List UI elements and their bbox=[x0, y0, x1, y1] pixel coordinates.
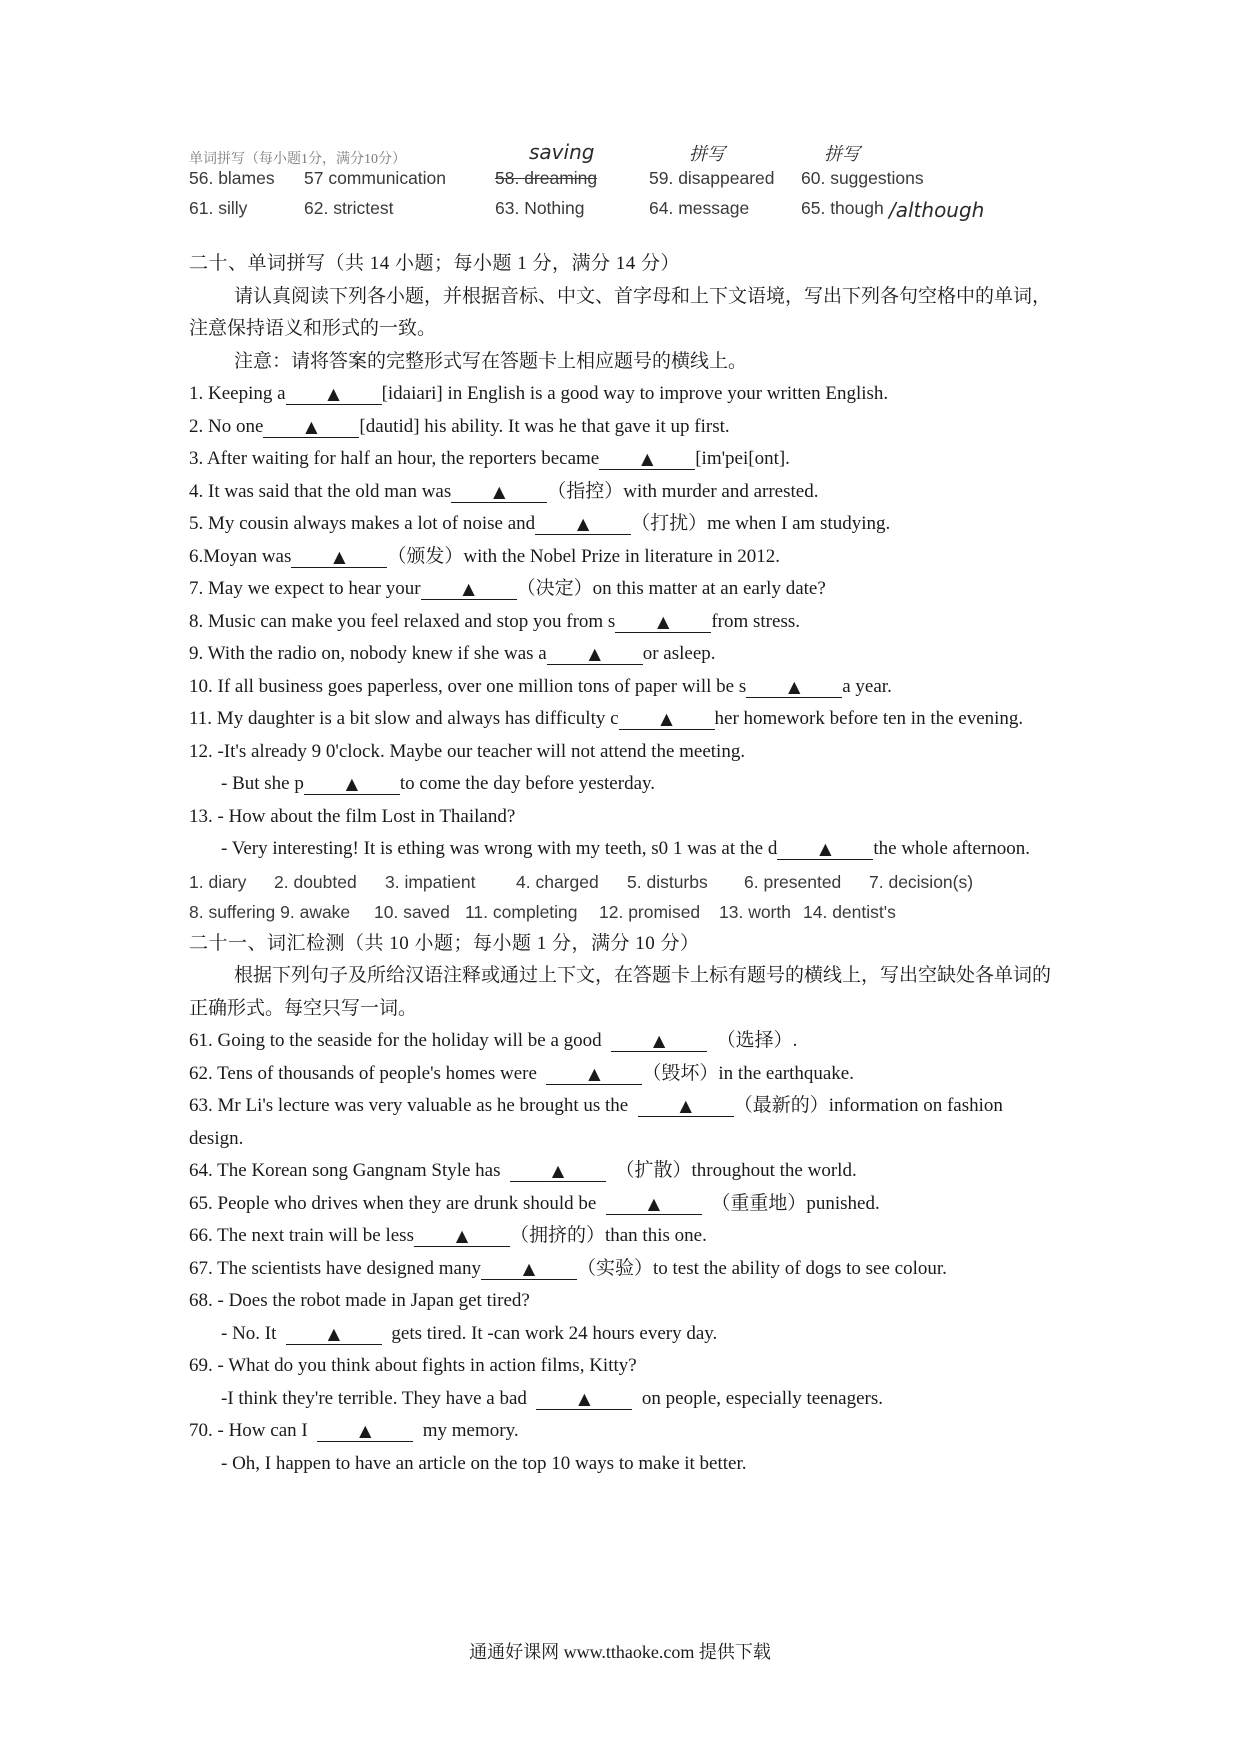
answer-blank[interactable]: ▲ bbox=[481, 1259, 577, 1280]
answer-blank[interactable]: ▲ bbox=[619, 709, 715, 730]
answer-item: 63. Nothing bbox=[495, 198, 585, 218]
question-6 bbox=[189, 541, 1059, 574]
question-text: 6.Moyan was bbox=[189, 545, 292, 567]
exam-content bbox=[189, 248, 1059, 1480]
question-text: her homework before ten in the evening. bbox=[714, 708, 1024, 729]
question-text: - No. It bbox=[221, 1322, 277, 1344]
question-68-reply bbox=[189, 1318, 1059, 1351]
question-text: （决定）on this matter at an early date? bbox=[516, 578, 826, 599]
answer-blank[interactable]: ▲ bbox=[286, 1324, 382, 1345]
question-text: gets tired. It -can work 24 hours every day. bbox=[391, 1322, 718, 1344]
answer-item: 6. presented bbox=[744, 871, 842, 892]
question-text: or asleep. bbox=[642, 643, 716, 664]
question-text: to come the day before yesterday. bbox=[399, 773, 656, 794]
answer-item: 61. silly bbox=[189, 198, 248, 218]
question-text: 5. My cousin always makes a lot of noise and bbox=[189, 513, 536, 534]
question-text: （指控）with murder and arrested. bbox=[547, 480, 819, 502]
answer-blank[interactable]: ▲ bbox=[535, 514, 631, 535]
section-20-instruction: 请认真阅读下列各小题，并根据音标、中文、首字母和上下文语境，写出下列各句空格中的单词，注意保持语义和形式的一致。 bbox=[189, 285, 1052, 339]
question-64 bbox=[189, 1155, 1059, 1188]
answer-item: 7. decision(s) bbox=[869, 871, 974, 892]
answer-item: 11. completing bbox=[465, 901, 578, 922]
question-text: - But she p bbox=[221, 773, 304, 794]
question-text: 1. Keeping a bbox=[189, 383, 286, 404]
question-70 bbox=[189, 1415, 1059, 1448]
answer-item: 56. blames bbox=[189, 168, 275, 188]
answer-item: 60. suggestions bbox=[801, 168, 924, 188]
question-text: 64. The Korean song Gangnam Style has bbox=[189, 1160, 501, 1181]
question-1 bbox=[189, 378, 1059, 411]
answer-blank[interactable]: ▲ bbox=[536, 1389, 632, 1410]
question-text: 7. May we expect to hear your bbox=[189, 578, 421, 599]
question-10 bbox=[189, 671, 1059, 704]
question-text: [im'pei[ont]. bbox=[695, 448, 790, 469]
answer-blank[interactable]: ▲ bbox=[291, 547, 387, 568]
answer-item: 3. impatient bbox=[385, 871, 476, 892]
answer-blank[interactable]: ▲ bbox=[421, 579, 517, 600]
answer-scan-middle bbox=[189, 866, 1059, 928]
answer-item: 62. strictest bbox=[304, 198, 394, 218]
question-text: 4. It was said that the old man was bbox=[189, 480, 452, 502]
question-text: （选择）. bbox=[716, 1030, 798, 1051]
question-13-reply bbox=[189, 833, 1059, 866]
answer-blank[interactable]: ▲ bbox=[746, 677, 842, 698]
question-text: 70. - How can I bbox=[189, 1420, 308, 1441]
faded-header: 单词拼写（每小题1分，满分10分） bbox=[189, 152, 406, 167]
page-footer: 通通好课网 www.tthaoke.com 提供下载 bbox=[469, 1642, 771, 1662]
question-text: 11. My daughter is a bit slow and always has difficulty c bbox=[189, 708, 619, 729]
question-68: 68. - Does the robot made in Japan get tired? bbox=[189, 1290, 530, 1311]
question-69-reply bbox=[189, 1383, 1059, 1416]
section-21-title: 二十一、词汇检测（共 10 小题；每小题 1 分，满分 10 分） bbox=[189, 932, 700, 954]
section-21-instruction: 根据下列句子及所给汉语注释或通过上下文，在答题卡上标有题号的横线上，写出空缺处各单词的正确形式。每空只写一词。 bbox=[189, 965, 1052, 1019]
answer-blank[interactable]: ▲ bbox=[638, 1096, 734, 1117]
answer-blank[interactable]: ▲ bbox=[451, 482, 547, 503]
question-3 bbox=[189, 443, 1059, 476]
question-text: 8. Music can make you feel relaxed and stop you from s bbox=[189, 610, 616, 632]
question-text: （实验）to test the ability of dogs to see colour. bbox=[576, 1257, 947, 1279]
question-text: 62. Tens of thousands of people's homes were bbox=[189, 1062, 537, 1084]
section-20-title: 二十、单词拼写（共 14 小题；每小题 1 分，满分 14 分） bbox=[189, 253, 681, 274]
answer-item: 14. dentist's bbox=[803, 901, 896, 922]
answer-blank[interactable]: ▲ bbox=[547, 644, 643, 665]
answer-blank[interactable]: ▲ bbox=[546, 1064, 642, 1085]
question-70-reply: - Oh, I happen to have an article on the top 10 ways to make it better. bbox=[221, 1452, 747, 1474]
answer-blank[interactable]: ▲ bbox=[317, 1421, 413, 1442]
question-text: from stress. bbox=[711, 610, 800, 632]
question-13: 13. - How about the film Lost in Thailand? bbox=[189, 805, 516, 827]
question-7 bbox=[189, 573, 1059, 606]
section-20-note: 注意：请将答案的完整形式写在答题卡上相应题号的横线上。 bbox=[234, 350, 748, 372]
question-text: （重重地）punished. bbox=[711, 1192, 880, 1214]
question-5 bbox=[189, 508, 1059, 541]
question-text: （毁坏）in the earthquake. bbox=[642, 1062, 854, 1084]
answer-blank[interactable]: ▲ bbox=[414, 1226, 510, 1247]
question-11 bbox=[189, 703, 1059, 736]
question-text: 67. The scientists have designed many bbox=[189, 1257, 481, 1279]
hand-note: saving bbox=[529, 140, 595, 164]
answer-item: 1. diary bbox=[189, 871, 247, 892]
answer-item: 65. though bbox=[801, 198, 884, 218]
answer-item: 57 communication bbox=[304, 168, 447, 188]
question-text: 2. No one bbox=[189, 415, 264, 437]
answer-blank[interactable]: ▲ bbox=[510, 1161, 606, 1182]
answer-item: 10. saved bbox=[374, 901, 450, 922]
question-text: （拥挤的）than this one. bbox=[509, 1225, 707, 1246]
answer-blank[interactable]: ▲ bbox=[263, 417, 359, 438]
question-text: （打扰）me when I am studying. bbox=[631, 513, 891, 534]
question-61 bbox=[189, 1025, 1059, 1058]
question-text: 63. Mr Li's lecture was very valuable as he brought us the bbox=[189, 1095, 629, 1116]
question-text: on people, especially teenagers. bbox=[641, 1387, 883, 1409]
answer-item: 13. worth bbox=[719, 901, 791, 922]
question-text: （最新的）information on fashion design. bbox=[189, 1095, 1003, 1149]
question-2 bbox=[189, 411, 1059, 444]
answer-item: 5. disturbs bbox=[627, 871, 708, 892]
question-62 bbox=[189, 1058, 1059, 1091]
answer-blank[interactable]: ▲ bbox=[611, 1031, 707, 1052]
answer-item: 4. charged bbox=[516, 871, 599, 892]
question-text: [dautid] his ability. It was he that gave it up first. bbox=[359, 415, 730, 437]
question-text: my memory. bbox=[422, 1420, 519, 1441]
answer-blank[interactable]: ▲ bbox=[304, 774, 400, 795]
answer-blank[interactable]: ▲ bbox=[777, 839, 873, 860]
answer-blank[interactable]: ▲ bbox=[599, 449, 695, 470]
answer-blank[interactable]: ▲ bbox=[615, 612, 711, 633]
hand-note: 拼写 bbox=[689, 144, 725, 165]
answer-item: 8. suffering 9. awake bbox=[189, 901, 351, 922]
question-text: 10. If all business goes paperless, over one million tons of paper will be s bbox=[189, 675, 747, 697]
question-66 bbox=[189, 1220, 1059, 1253]
question-4 bbox=[189, 476, 1059, 509]
answer-blank[interactable]: ▲ bbox=[286, 384, 382, 405]
question-text: -I think they're terrible. They have a bad bbox=[221, 1387, 527, 1409]
answer-item: 2. doubted bbox=[274, 871, 357, 892]
question-text: [idaiari] in English is a good way to improve your written English. bbox=[381, 383, 889, 404]
question-text: 66. The next train will be less bbox=[189, 1225, 414, 1246]
answer-scan-top bbox=[189, 138, 1049, 238]
question-text: 3. After waiting for half an hour, the reporters became bbox=[189, 448, 600, 469]
question-63 bbox=[189, 1090, 1059, 1155]
question-text: 65. People who drives when they are drunk should be bbox=[189, 1192, 597, 1214]
hand-note: /although bbox=[889, 198, 985, 222]
answer-item: 12. promised bbox=[599, 901, 701, 922]
answer-item: 58. dreaming bbox=[495, 168, 598, 188]
question-text: （扩散）throughout the world. bbox=[615, 1160, 857, 1181]
question-67 bbox=[189, 1253, 1059, 1286]
question-9 bbox=[189, 638, 1059, 671]
question-text: a year. bbox=[842, 675, 892, 697]
question-69: 69. - What do you think about fights in action films, Kitty? bbox=[189, 1355, 637, 1376]
answer-item: 64. message bbox=[649, 198, 750, 218]
question-text: 61. Going to the seaside for the holiday will be a good bbox=[189, 1030, 602, 1051]
answer-blank[interactable]: ▲ bbox=[606, 1194, 702, 1215]
question-8 bbox=[189, 606, 1059, 639]
question-text: the whole afternoon. bbox=[873, 838, 1031, 859]
answer-item: 59. disappeared bbox=[649, 168, 775, 188]
question-text: （颁发）with the Nobel Prize in literature in 2012. bbox=[387, 545, 780, 567]
question-text: 9. With the radio on, nobody knew if she was a bbox=[189, 643, 547, 664]
hand-note: 拼写 bbox=[824, 144, 860, 165]
question-12-reply bbox=[189, 768, 1059, 801]
question-text: - Very interesting! It is ething was wrong with my teeth, s0 1 was at the d bbox=[221, 838, 778, 859]
question-12: 12. -It's already 9 0'clock. Maybe our teacher will not attend the meeting. bbox=[189, 740, 746, 762]
question-65 bbox=[189, 1188, 1059, 1221]
